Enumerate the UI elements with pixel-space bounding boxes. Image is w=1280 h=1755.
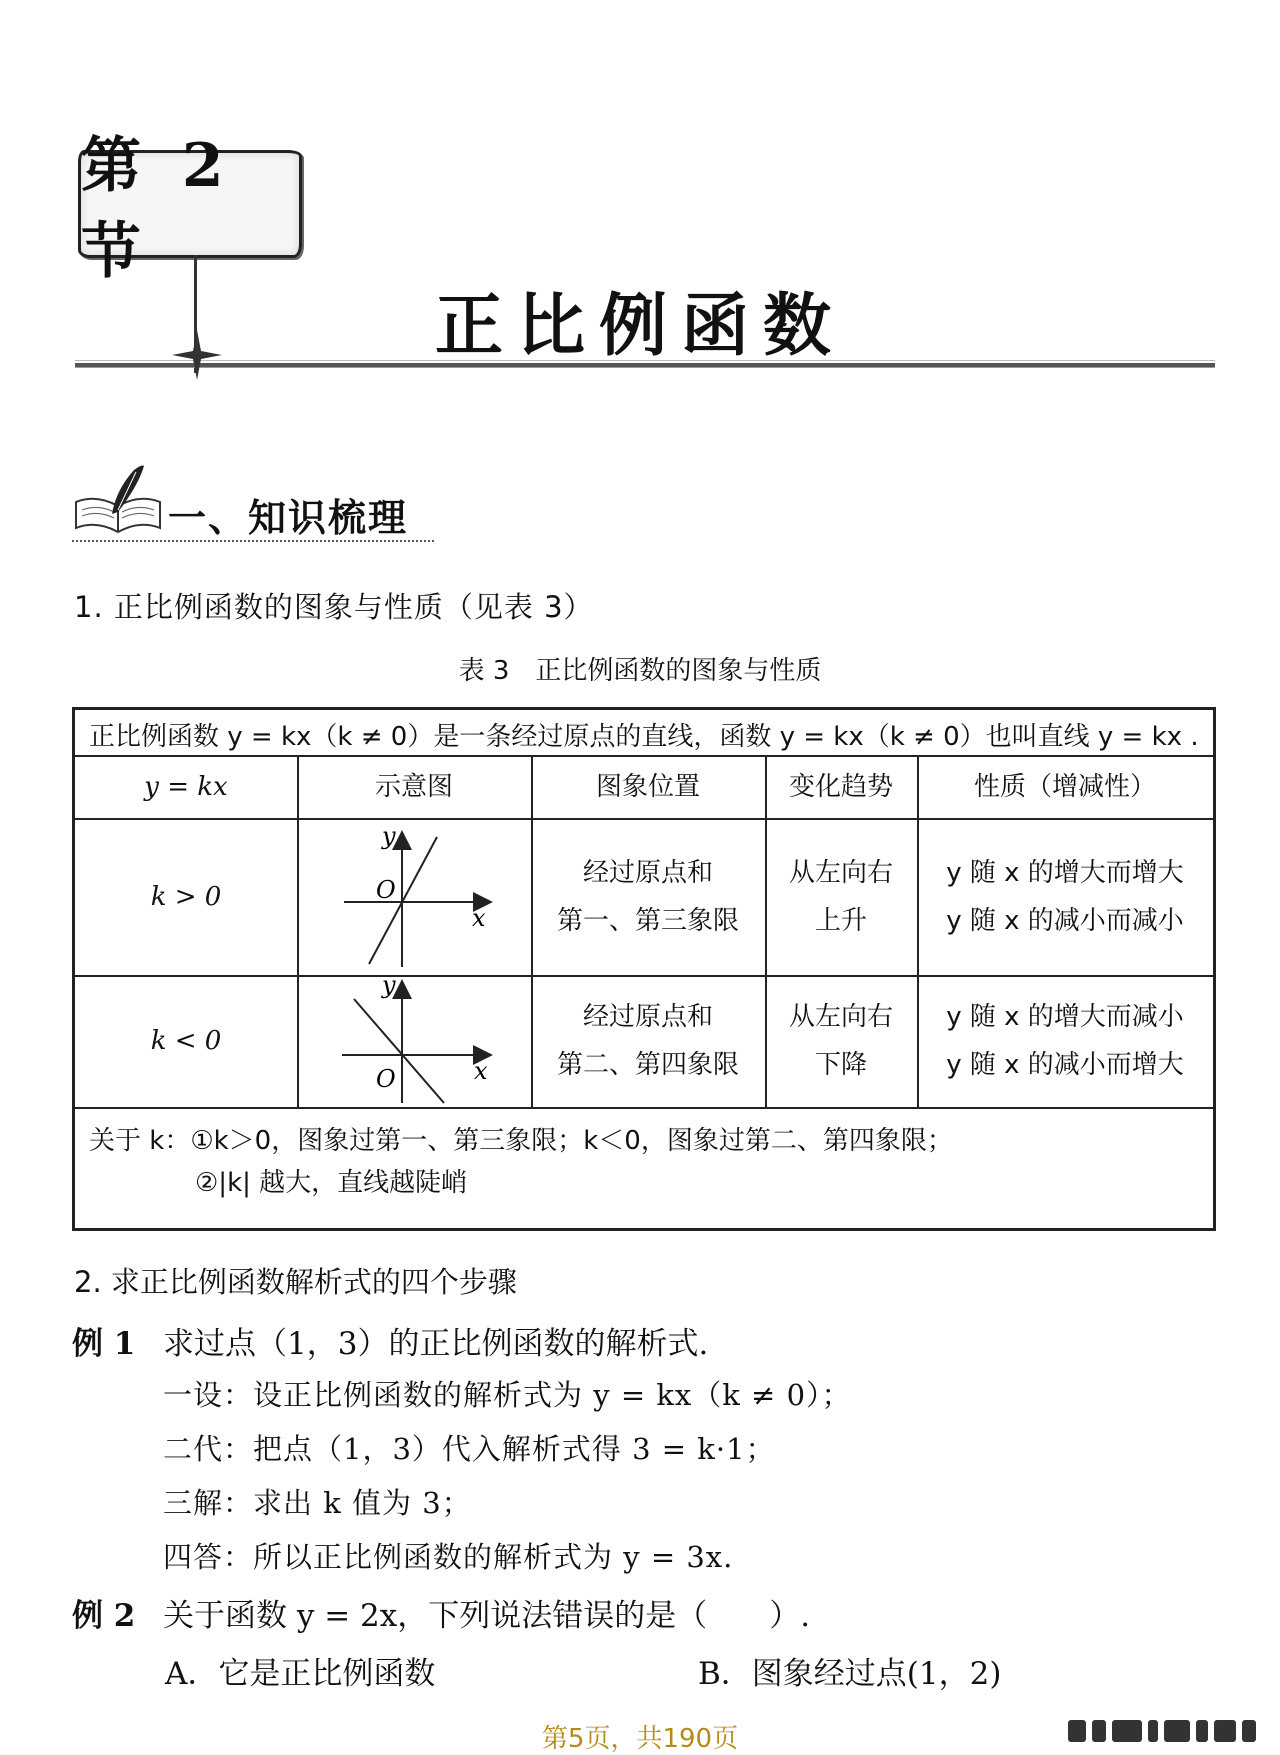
table-hline <box>75 1107 1213 1109</box>
position-line1: 经过原点和 <box>582 857 713 888</box>
row-k-negative-case <box>75 975 297 1107</box>
properties-table <box>72 707 1216 1231</box>
chapter-title: 正比例函数 <box>434 287 845 366</box>
axis-y-label: y <box>382 977 396 999</box>
property-line1: y 随 x 的增大而增大 <box>946 857 1184 888</box>
header-cell-trend: 变化趋势 <box>788 771 893 802</box>
row-k-positive-case <box>75 818 297 975</box>
example1-step: 一设：设正比例函数的解析式为 y = kx（k ≠ 0）； <box>163 1378 852 1412</box>
header-cell-diagram: 示意图 <box>374 771 453 802</box>
example1-question: 求过点（1，3）的正比例函数的解析式. <box>163 1326 709 1362</box>
property-line2: y 随 x 的减小而增大 <box>946 1050 1184 1080</box>
position-line1: 经过原点和 <box>582 1002 713 1032</box>
trend-line2: 下降 <box>814 1050 867 1080</box>
table-note-line1: 关于 k：①k＞0，图象过第一、第三象限；k＜0，图象过第二、第四象限； <box>89 1126 953 1156</box>
trend-cell-k-negative <box>765 975 917 1107</box>
trend-cell-k-positive <box>765 818 917 975</box>
page-progress-bars-icon <box>1068 1718 1258 1744</box>
header-cell-property: 性质（增减性） <box>973 771 1156 802</box>
section-heading-underline <box>72 540 434 542</box>
table-caption: 表 3 正比例函数的图象与性质 <box>458 656 822 686</box>
property-cell-k-positive <box>917 818 1213 975</box>
example2-option-a[interactable]: A．它是正比例函数 <box>165 1656 436 1692</box>
diagram-k-negative <box>324 977 504 1105</box>
diagram-cell-k-positive <box>297 818 531 975</box>
star-ornament-icon <box>172 330 222 380</box>
example1-step: 二代：把点（1，3）代入解析式得 3 = k·1； <box>163 1432 776 1466</box>
header-function-text: y = kx <box>144 771 228 802</box>
position-cell-k-positive <box>531 818 765 975</box>
example2-option-b[interactable]: B．图象经过点(1，2) <box>698 1656 1002 1692</box>
trend-line2: 上升 <box>814 905 867 936</box>
property-line2: y 随 x 的减小而减小 <box>946 905 1184 936</box>
diagram-k-positive <box>324 822 504 972</box>
example2-question: 关于函数 y = 2x，下列说法错误的是（ ）. <box>163 1598 811 1634</box>
page-indicator: 第5页，共190页 <box>541 1724 739 1754</box>
diagram-cell-k-negative <box>297 975 531 1107</box>
section-badge-text: 第 2 节 <box>81 131 234 287</box>
property-cell-k-negative <box>917 975 1213 1107</box>
subheading-four-steps: 2. 求正比例函数解析式的四个步骤 <box>74 1265 517 1299</box>
header-cell-function <box>75 755 297 818</box>
origin-label: O <box>376 1065 396 1093</box>
subheading-graph-properties: 1. 正比例函数的图象与性质（见表 3） <box>74 590 594 624</box>
case-k-positive: k > 0 <box>150 881 222 912</box>
axis-x-label: x <box>472 903 486 932</box>
axis-y-label: y <box>382 821 396 850</box>
header-cell-position: 图象位置 <box>595 771 700 802</box>
book-quill-icon <box>72 462 164 536</box>
position-cell-k-negative <box>531 975 765 1107</box>
section-badge <box>78 131 302 287</box>
example1-step: 三解：求出 k 值为 3； <box>163 1486 472 1520</box>
trend-line1: 从左向右 <box>788 857 893 888</box>
function-line <box>354 999 444 1103</box>
axis-x-label: x <box>474 1057 488 1085</box>
table-intro: 正比例函数 y = kx（k ≠ 0）是一条经过原点的直线，函数 y = kx（k ≠ 0）也叫直线 y = kx . <box>89 722 1199 752</box>
position-line2: 第二、第四象限 <box>556 1050 739 1080</box>
section-heading: 一、知识梳理 <box>168 496 409 540</box>
property-line1: y 随 x 的增大而减小 <box>946 1002 1184 1032</box>
position-line2: 第一、第三象限 <box>556 905 739 936</box>
example2-label: 例 2 <box>72 1598 136 1634</box>
trend-line1: 从左向右 <box>788 1002 893 1032</box>
origin-label: O <box>376 875 396 904</box>
case-k-negative: k < 0 <box>150 1026 222 1056</box>
table-note-line2: ②|k| 越大，直线越陡峭 <box>195 1168 468 1198</box>
example1-step: 四答：所以正比例函数的解析式为 y = 3x. <box>163 1540 734 1574</box>
example1-label: 例 1 <box>72 1326 136 1362</box>
